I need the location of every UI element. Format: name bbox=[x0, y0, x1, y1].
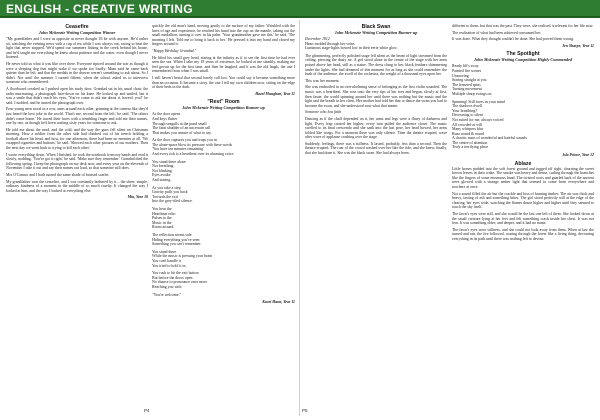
paragraph: A floorboard creaked as I pushed open his study door. Grandad sat in his usual chair, the radio murmuring, a photograph face-down on his knee. He looked up and smiled, but it was a smile that didn't reach his eyes. 'You've come to ask me about it, haven't you?' he said. I nodded, and he turned the photograph over. bbox=[6, 86, 148, 105]
paragraph: The realisation of what had been achieved consumed her. bbox=[452, 30, 542, 35]
poem-line: The shadows dwell bbox=[452, 104, 483, 109]
stanza bbox=[152, 207, 295, 230]
paragraph: I wrote everything down. When I finished, he took the notebook from my hands and read it slowly, nodding. 'You've got it right,' he said. 'Make sure they remember.' Grandad died the following spring. I keep the photograph on my desk now, and every year on the eleventh of November I take it out and say their names out loud, so that someone still does. bbox=[6, 152, 148, 171]
poem-line: Something you can't remember. bbox=[152, 242, 202, 247]
stanza bbox=[152, 160, 295, 183]
poem-line: But before the doors open bbox=[152, 275, 193, 280]
column-1 bbox=[6, 24, 148, 410]
poem-line: 'You have ten minutes remaining' bbox=[152, 147, 204, 152]
byline: Jen Sharpe, Year 11 bbox=[562, 43, 594, 48]
paragraph: "Happy Birthday Grandad." bbox=[152, 48, 197, 53]
paragraph: Not a sound filled the air but the crackle and hiss of burning timber. The air was thick and heavy, tasting of ash and something bitter. The girl stood perfectly still at the edge of the clearing, her eyes wide, watching the flames dance higher and higher until they seemed to touch the sky itself. bbox=[452, 191, 594, 210]
poem-line: Heartbeat echo bbox=[152, 211, 176, 216]
poem-line: Spinning! Still faces in your mind bbox=[452, 99, 505, 104]
poem-line: That makes you unsure of what to say. bbox=[152, 130, 212, 135]
poem-line: Ready lift's sway bbox=[452, 64, 479, 69]
page-gutter bbox=[299, 20, 300, 416]
poem-line: You hear the bbox=[152, 207, 172, 211]
poem-line: The alone-space blow its pressure with these words bbox=[152, 142, 233, 147]
stanza bbox=[152, 233, 295, 247]
paragraph: He never told us what it was like over there. Everyone tiptoed around the war as though it were a sleeping dog that might wake if we spoke too loudly. Mum said he came back quieter than he left, and that the medals in the drawer weren't something to ask about. So I didn't. Not until the summer I turned fifteen, when the school asked us to interview someone who remembered. bbox=[6, 61, 148, 85]
poem-line: You can't handle it bbox=[152, 258, 181, 263]
poem-line: Eyes awake bbox=[152, 173, 171, 178]
paragraph: The glimmering, perfectly polished stage fell silent as the beam of light streamed from the ceiling, piercing the dusty air. A girl stood alone in the centre of the stage with her arms poised above her head, still as a statue. The dress clung to her, black feathers shimmering under the lights. She had dreamed of this moment for as long as she could remember: the hush of the audience, the swell of the orchestra, the weight of a thousand eyes upon her. bbox=[305, 53, 447, 77]
paragraph: Little horses padded into the soft forest ground and tugged off sight, churning the sweet brown leaves in their wake. The smoke was heavy and dense, curling through the branches like the fingers of some enormous hand. The twisted roots and gnarled bark of the ancient trees glowed with a strange amber light that seemed to come from everywhere and nowhere at once. bbox=[452, 166, 594, 190]
page-number-right: P5 bbox=[302, 408, 308, 413]
page-header bbox=[0, 0, 600, 18]
story-subtitle-black-swan: John Mckenzie Writing Competition Runner-up bbox=[334, 30, 418, 35]
byline: Isla Prince, Year 12 bbox=[562, 153, 594, 158]
poem-line: Gravity pulls you back bbox=[152, 190, 188, 195]
column-2 bbox=[152, 24, 295, 410]
poem-line: Painted fire scenes bbox=[452, 68, 482, 73]
poem-line: As the door captures you and traps you in bbox=[152, 138, 217, 143]
story-subtitle-ceasefire: John Mckenzie Writing Competition Winner bbox=[38, 30, 116, 35]
poem-line: Many whispers blur bbox=[452, 127, 484, 132]
intro-line: Luminous stage-lights bowed low in their eerie white glow. bbox=[305, 46, 398, 51]
column-4 bbox=[452, 24, 594, 410]
paragraph: My grandfather won the ceasefire, and I was constantly bothered by it – the sheer, simple, ordinary kindness of a moment in the middle of so much cruelty. It changed the way I looked at him, and the way I looked at everything else. bbox=[6, 179, 148, 193]
stanza bbox=[152, 293, 295, 298]
paragraph: Someone who lost faith bbox=[305, 110, 342, 115]
poem-line: The faint shudder of an uncertain call bbox=[152, 126, 211, 131]
paragraph: This was her moment. bbox=[305, 78, 340, 83]
stanza bbox=[152, 271, 295, 289]
paragraph: I still haven't heard that second lonely call lost. You could say it became something more than an occasion. It became a story, the one I tell my own children now, sitting on the edge of their beds in the dark. bbox=[152, 75, 295, 90]
poem-line: The reflection seems safe bbox=[152, 232, 192, 237]
poem-line: Not suited for me, always voiced bbox=[452, 117, 504, 122]
poem-line: Room around. bbox=[152, 225, 175, 230]
poem-line: Turning movement bbox=[452, 87, 482, 92]
poem-title-spotlight: The Spotlight bbox=[506, 51, 540, 58]
poem-subtitle-rest-room: John Mckenzie Writing Competition Runner-up bbox=[182, 105, 265, 111]
page-number-left: P4 bbox=[144, 408, 150, 413]
paragraph: "My grandfather and I were as opposite as never thought I'd be with anyone. He'd rather sit, watching the evening news with a cup of tea while I was always out, racing to beat the light that never stopped. We'd spend our summers fishing in the creek behind his house, and he'd taught me everything he knew about patience and the water, even though I never listened. bbox=[6, 37, 148, 60]
poem-line: Staring straight at you bbox=[452, 78, 487, 83]
poem-title-rest-room: "Rest" Room bbox=[207, 99, 240, 106]
poem-line: Into the grey-tiled silence. bbox=[152, 199, 193, 204]
poem-line: Unmoving bbox=[452, 73, 469, 78]
poem-line: As the door opens bbox=[152, 112, 181, 117]
paragraph: He lifted his small grey head, staring at the infinity as if to see the first time he had ever seen the sea. When I take my 18 years of existence, he looked at me steadily, making me feel grown up for the first time, and then he laughed, and it was the old laugh, the one I remembered from when I was small. bbox=[152, 55, 295, 74]
poem-line: And keys flutter bbox=[152, 116, 178, 121]
poem-line: You stand there bbox=[152, 249, 177, 254]
paragraph: She was embroiled in an overwhelming sense of belonging as the first violin sounded. The music was a heartbeat. She rose onto the very tips of her toes and began, slowly at first, then faster, the world spinning around her until there was nothing but the music and the light and the breath in her chest. Her mother had told her that to dance the swan you had to become the swan, and she understood now what that meant. bbox=[305, 85, 447, 108]
poem-line: Through seagulls at the pond small bbox=[152, 121, 207, 126]
poem-line: The frenzied spins bbox=[452, 82, 481, 87]
poem-line: Music in the bbox=[152, 220, 172, 225]
intro-line: Heart molded through her veins bbox=[305, 41, 355, 46]
poem-line: As you take a step bbox=[152, 185, 181, 190]
story-title-black-swan: Black Swan bbox=[361, 24, 391, 30]
column-3 bbox=[305, 24, 447, 410]
poem-line: Pulses to the bbox=[152, 216, 172, 221]
paragraph: quickly the old man's hand, moving gently to the surface of my father. Wrinkled with the lines of age and experience, he reached his hand into the cup on the mantle, taking out the small medallion, turning it over in his palm. 'Your grandmother gave me this,' he said. 'The morning I left. Told me to bring it back to her.' He pressed it into my hand and closed my fingers around it. bbox=[152, 24, 295, 47]
poem-line: And staring. bbox=[152, 178, 172, 183]
poem-body bbox=[152, 112, 295, 297]
paragraph: He told me about the mud, and the cold, and the way the guns fell silent on Christmas morning. How a soldier from the other side had climbed out of his trench holding a football above his head, and how, for one afternoon, there had been no enemies at all. 'We swapped cigarettes and buttons,' he said. 'Showed each other pictures of our mothers. Then the next day we went back to trying to kill each other.' bbox=[6, 127, 148, 151]
intro-line: December 1812 bbox=[305, 37, 330, 41]
poem-line: All crowded at will bbox=[452, 122, 483, 127]
paragraph: Dancing as if the chaff depended on it, her arms and legs were a flurry of darkness and light. Every leap carried her higher; every turn pulled the audience closer. The music swelled to its final crescendo and she sank into the last pose, her head bowed, her arms folded like wings. For a moment there was only silence. Then the theatre erupted, wave after wave of applause crashing over the stage. bbox=[305, 116, 447, 140]
stanza bbox=[152, 250, 295, 268]
poem-line: And every tick is a heartbeat over its alarming voice. bbox=[152, 152, 235, 157]
paragraph: Suddenly, feelings, there was a stillness. It lasted, probably, less than a second. Then the theatre erupted. The roar of the crowd washed over her like the tide, and she knew, finally, that she had done it. She was the black swan. She had always been. bbox=[305, 141, 447, 156]
paragraph: Four young men stood in a row, arms around each other, grinning at the camera like they'd just heard the best joke in the world. 'That's me, second from the left,' he said. 'The others didn't come home.' He traced their faces with a trembling finger and told me their names, one by one, as though he'd been waiting sixty years for someone to ask. bbox=[6, 107, 148, 126]
poem-line: No chance to pronounce once more bbox=[152, 280, 208, 285]
poem-line: Reaching you with bbox=[152, 284, 182, 289]
poem-line: Towards the exit bbox=[152, 194, 178, 199]
story-title-ablaze: Ablaze bbox=[514, 160, 532, 167]
stanza bbox=[152, 112, 295, 135]
stanza bbox=[152, 138, 295, 156]
poem-line: Your breathing? bbox=[452, 108, 477, 113]
poem-line: While the music is pressing your brain bbox=[152, 254, 213, 259]
poem-line: Not blinking bbox=[152, 168, 172, 173]
poem-line: Truly a terrifying place bbox=[452, 145, 489, 150]
poem-line: You tried to hold it in. bbox=[152, 263, 187, 268]
poem-line: Buzz round & round bbox=[452, 131, 485, 136]
poem-line: Decreasing to silent bbox=[452, 113, 483, 118]
paragraph: The fawn's eyes were still, and she would be the last one left of them. She looked down at the small creature lying at her feet and felt something crack inside her chest. It was not fear. It was something older, and deeper, and it had no name. bbox=[452, 212, 594, 226]
poem-line: The centre of attention bbox=[452, 140, 488, 145]
poem-line: A chaotic mass of wonderful and hateful sounds bbox=[452, 136, 527, 141]
poem-body bbox=[452, 64, 594, 150]
poem-line: You stand there alone bbox=[152, 159, 186, 164]
paragraph: It was done. What they thought couldn't be done. She had proved them wrong. bbox=[452, 37, 575, 42]
paragraph: different to them, but that was the past. They were, she realised, irrelevant for her life now. bbox=[452, 24, 594, 28]
stanza bbox=[152, 186, 295, 204]
poem-subtitle-spotlight: John Mckenzie Writing Competition Highly Commended bbox=[473, 57, 573, 63]
poem-line: "You're welcome." bbox=[152, 292, 182, 297]
section-title: ENGLISH - CREATIVE WRITING bbox=[6, 2, 193, 16]
poem-line: Hiding everything you've seen bbox=[152, 237, 200, 242]
byline: Mia, Year 10 bbox=[127, 195, 148, 200]
paragraph: Mrs O'Connor and I both turned the same shade of bruised scarlet. bbox=[6, 173, 110, 178]
story-title-ceasefire: Ceasefire bbox=[65, 24, 89, 30]
poem-line: Not breathing bbox=[152, 164, 174, 169]
paragraph: The fawn's eyes were stillness, and she could not look away from them. When at last she turned and ran, the fire followed, roaring through the forest like a living thing, devouring everything in its path until there was nothing left to devour. bbox=[452, 227, 594, 241]
poem-line: Multiple sharp swings on bbox=[452, 91, 492, 96]
byline: Kaori Hana, Year 11 bbox=[262, 300, 295, 305]
poem-line: You rush to hit the exit button bbox=[152, 271, 199, 276]
byline: Hazel Maughan, Year 11 bbox=[255, 91, 295, 96]
